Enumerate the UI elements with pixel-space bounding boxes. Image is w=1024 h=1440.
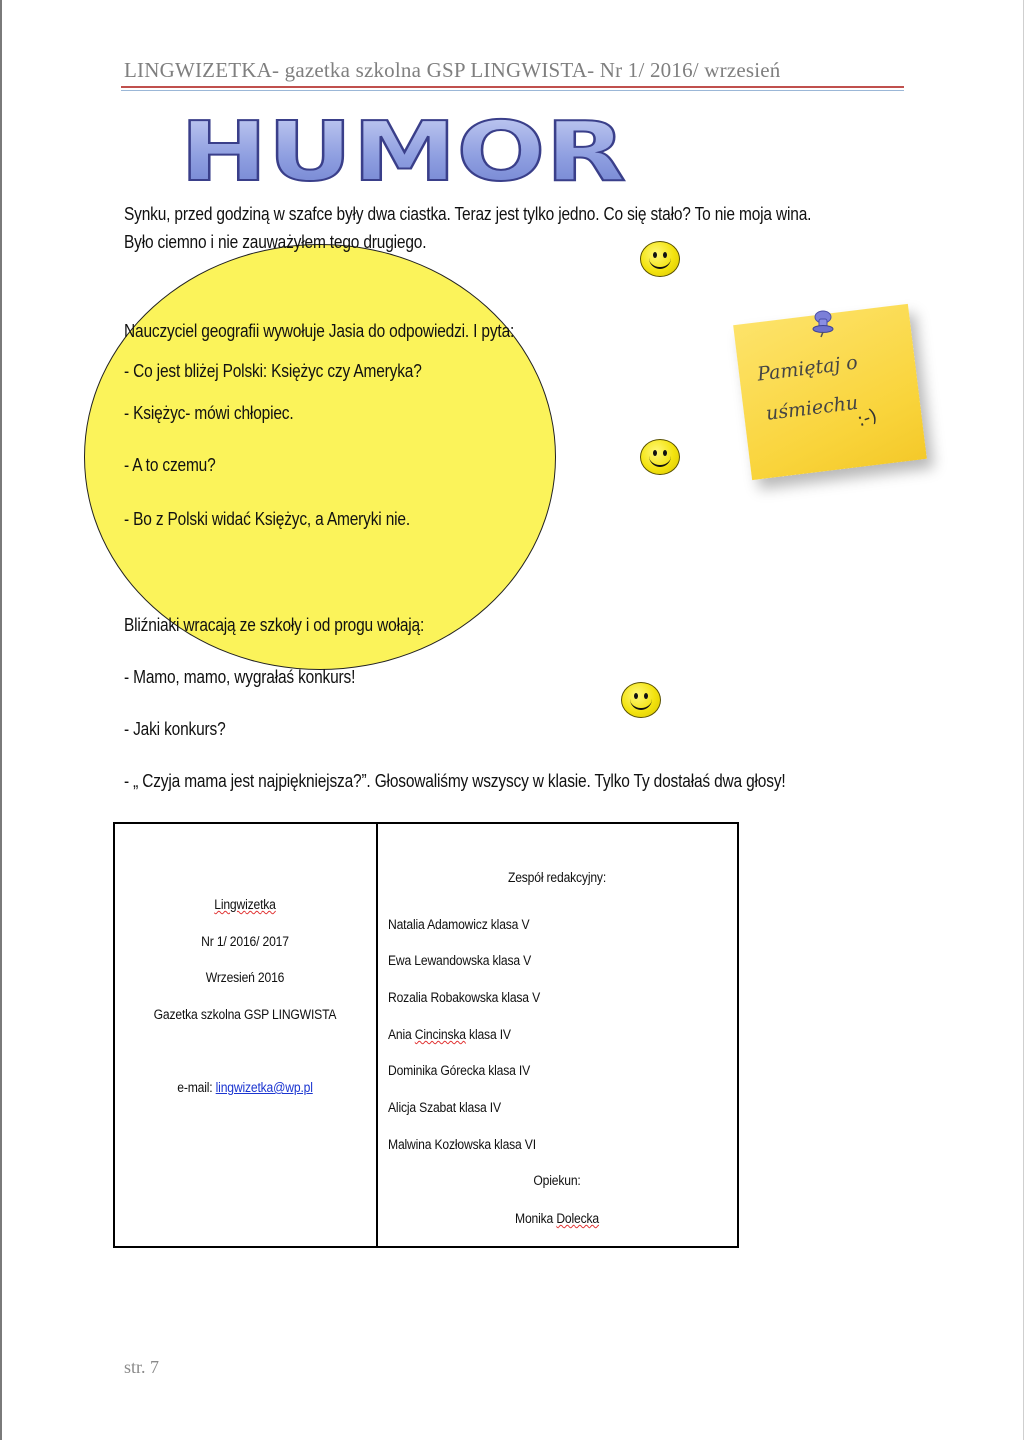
smiley-face-icon <box>640 439 680 475</box>
humor-title-text: HUMOR <box>180 105 626 188</box>
push-pin-icon <box>810 310 834 338</box>
joke-1-line-1: Synku, przed godziną w szafce były dwa ciastka. Teraz jest tylko jedno. Co się stało? To nie moja wina. <box>124 204 812 224</box>
joke-2-intro: Nauczyciel geografii wywołuje Jasia do odpowiedzi. I pyta: <box>124 321 515 341</box>
joke-2-answer-2: - Bo z Polski widać Księżyc, a Ameryki nie. <box>124 509 410 529</box>
team-member: Dominika Górecka klasa IV <box>388 1063 531 1078</box>
imprint-table-divider <box>376 822 378 1248</box>
imprint-publisher: Gazetka szkolna GSP LINGWISTA <box>153 1007 337 1022</box>
team-member: Malwina Kozłowska klasa VI <box>388 1137 536 1152</box>
joke-1-line-2: Było ciemno i nie zauważyłem tego drugiego. <box>124 232 427 252</box>
sticky-note-smile: :-) <box>854 405 880 432</box>
joke-2-question-2: - A to czemu? <box>124 455 216 475</box>
joke-2-answer: - Księżyc- mówi chłopiec. <box>124 403 294 423</box>
smiley-face-icon <box>640 241 680 277</box>
team-member: Alicja Szabat klasa IV <box>388 1100 501 1115</box>
joke-2-question: - Co jest bliżej Polski: Księżyc czy Ameryka? <box>124 361 422 381</box>
imprint-date: Wrzesień 2016 <box>205 970 285 985</box>
imprint-issue: Nr 1/ 2016/ 2017 <box>201 934 289 949</box>
joke-3-line-1: - Mamo, mamo, wygrałaś konkurs! <box>124 667 356 687</box>
running-header: LINGWIZETKA- gazetka szkolna GSP LINGWISTA- Nr 1/ 2016/ wrzesień <box>124 58 781 82</box>
sticky-note-text <box>755 343 865 435</box>
sticky-note-line-1: Pamiętaj o <box>756 351 859 386</box>
sticky-note-line-2: uśmiechu <box>764 391 860 425</box>
page-left-edge <box>0 0 2 1440</box>
guardian-label: Opiekun: <box>533 1173 581 1188</box>
header-rule <box>121 86 904 88</box>
header-rule-secondary <box>121 90 904 91</box>
imprint-email-line <box>142 1080 349 1095</box>
joke-3-line-3: - „ Czyja mama jest najpiękniejsza?”. Głosowaliśmy wszyscy w klasie. Tylko Ty dostałaś dwa głosy! <box>124 771 786 791</box>
team-member: Ewa Lewandowska klasa V <box>388 953 532 968</box>
joke-3-intro: Bliźniaki wracają ze szkoły i od progu wołają: <box>124 615 425 635</box>
email-label: e-mail: <box>177 1080 216 1095</box>
team-member: Natalia Adamowicz klasa V <box>388 917 530 932</box>
email-link[interactable]: lingwizetka@wp.pl <box>215 1080 313 1095</box>
page-number: str. 7 <box>124 1357 160 1377</box>
smiley-face-icon <box>621 682 661 718</box>
humor-title <box>176 104 636 188</box>
team-member: Rozalia Robakowska klasa V <box>388 990 541 1005</box>
team-member: Ania Cincinska klasa IV <box>388 1027 511 1042</box>
guardian-name: Monika Dolecka <box>515 1211 599 1226</box>
joke-3-line-2: - Jaki konkurs? <box>124 719 226 739</box>
imprint-name: Lingwizetka <box>214 897 276 912</box>
team-heading: Zespół redakcyjny: <box>507 870 607 885</box>
